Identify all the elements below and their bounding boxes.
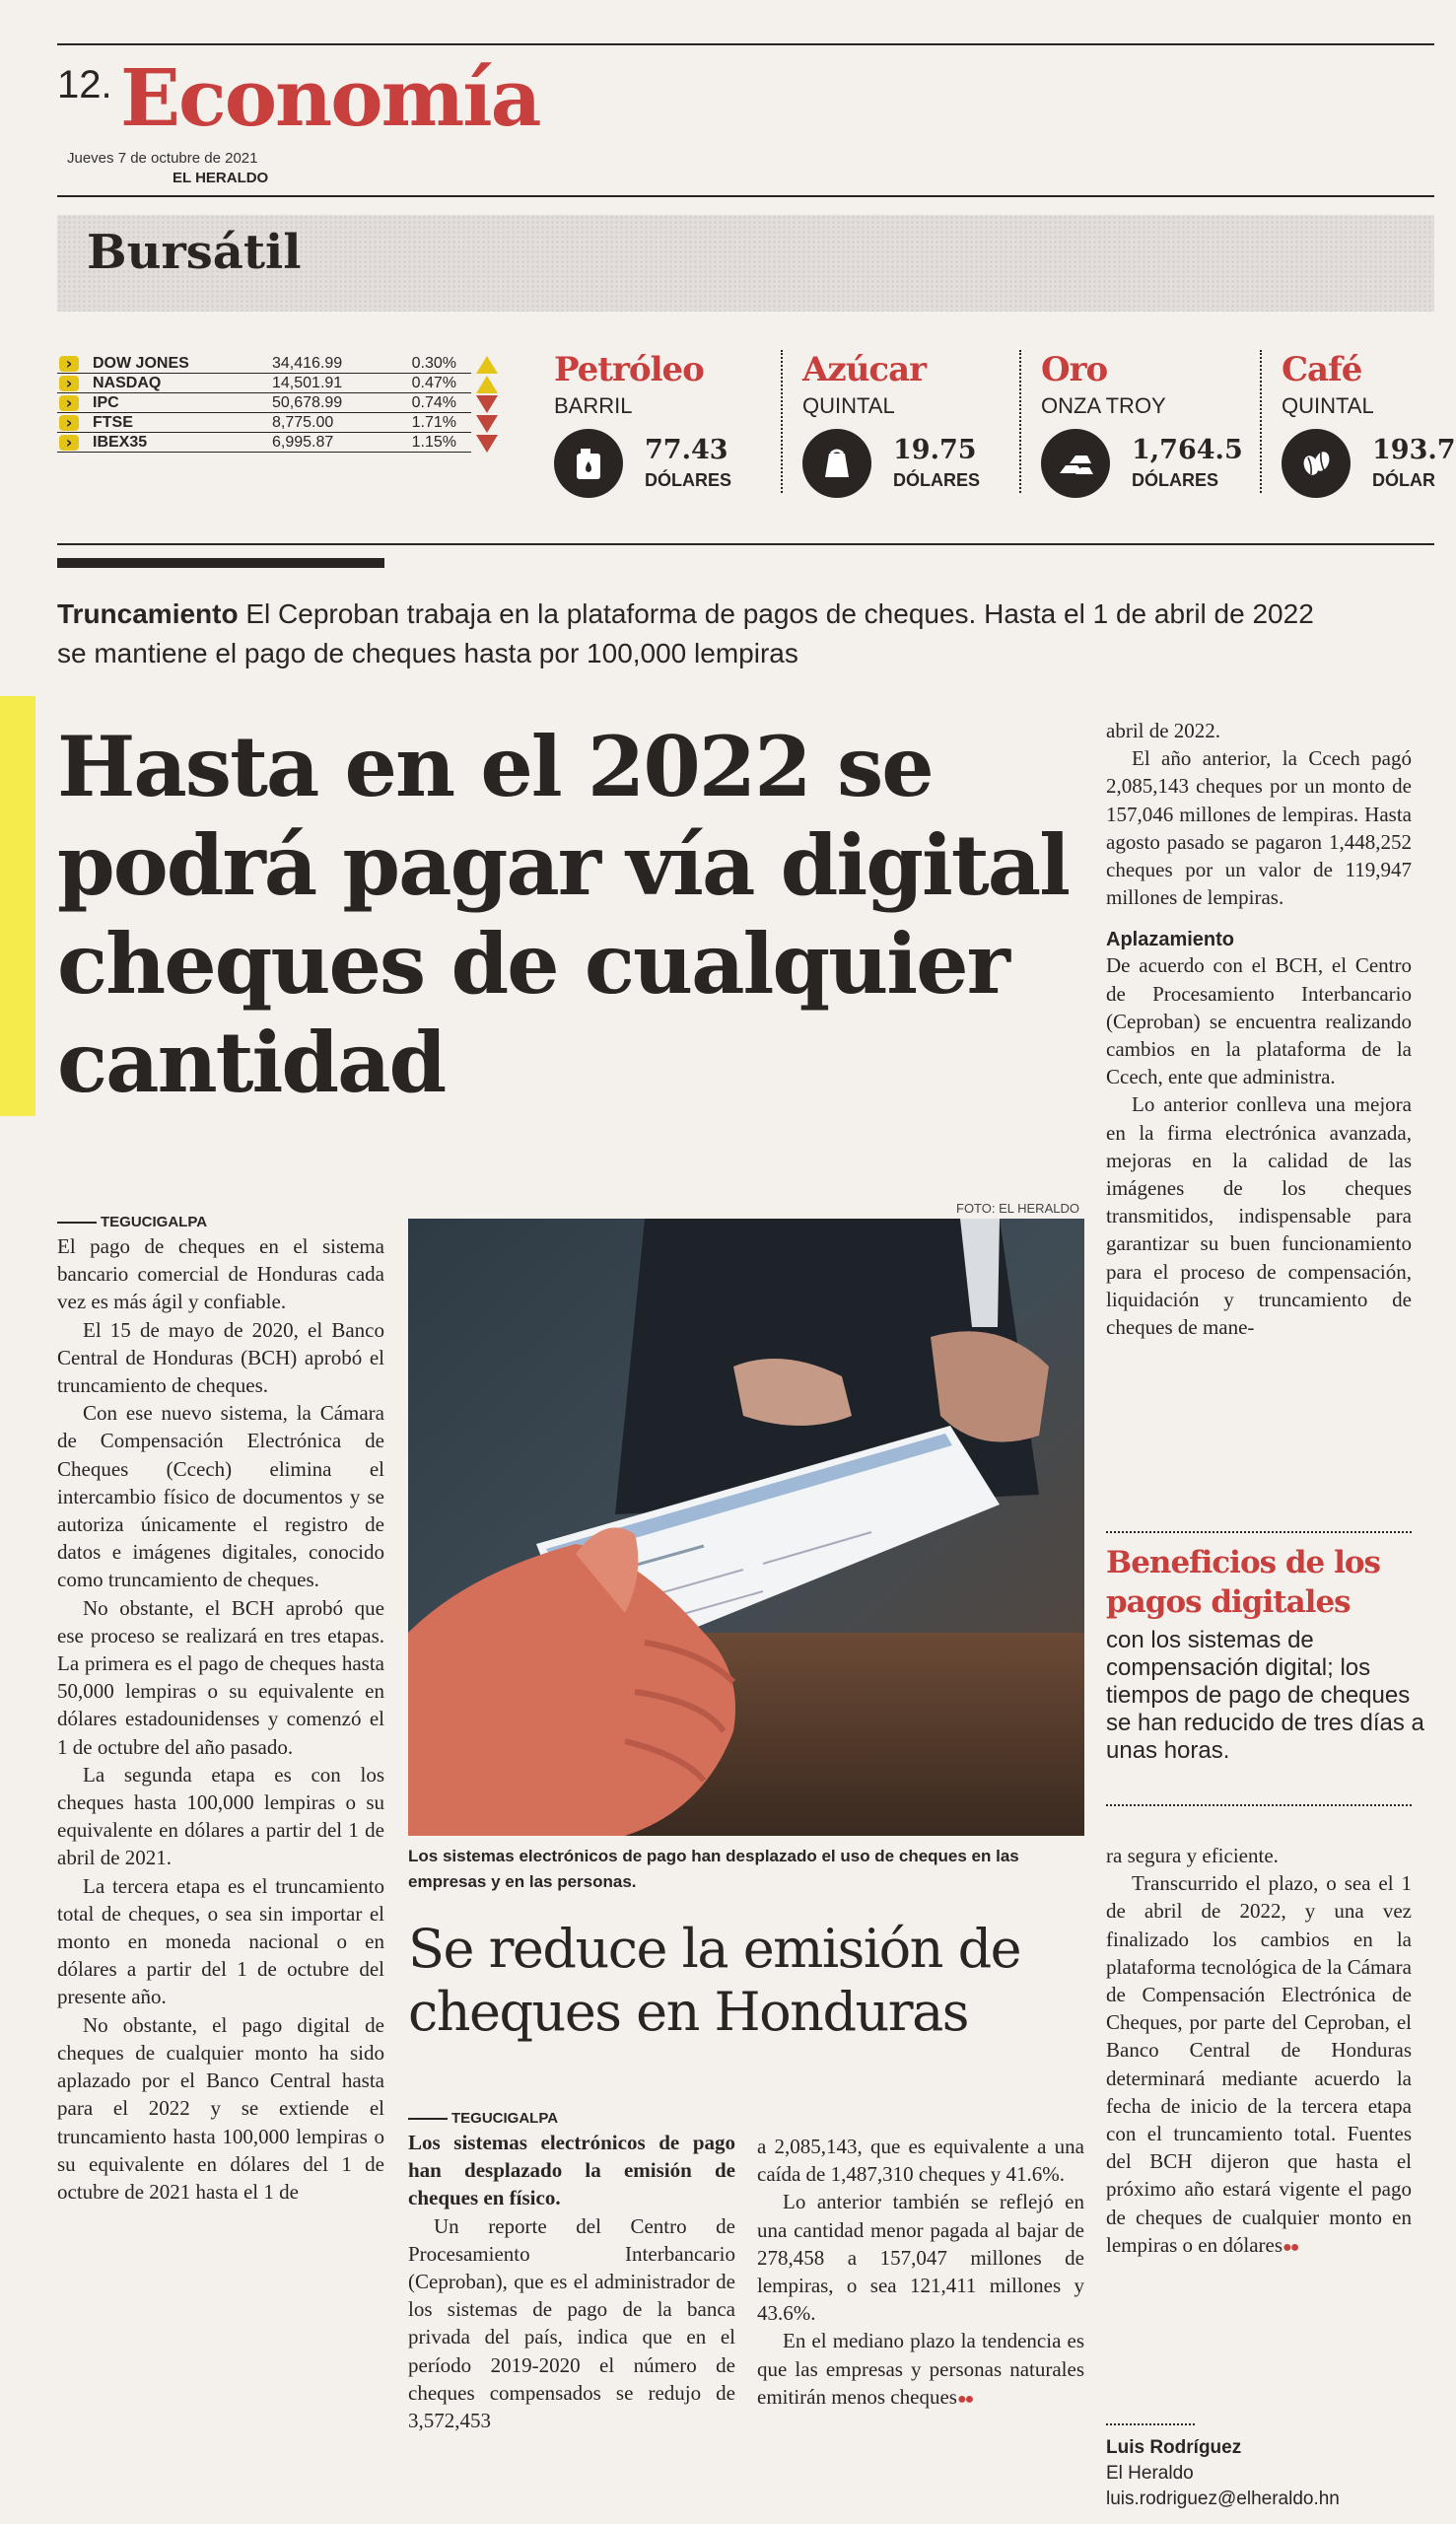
- trend-down-icon: [476, 415, 498, 433]
- paragraph: [757, 2327, 1084, 2414]
- dateline: TEGUCIGALPA: [57, 1214, 384, 1230]
- paragraph: abril de 2022.: [1106, 719, 1221, 742]
- trend-up-icon: [476, 376, 498, 393]
- paragraph: La segunda etapa es con los cheques hasta 100,000 lempiras o su equivalente en dólares a partir del 1 de abril de 2021.: [57, 1762, 384, 1870]
- index-row: [57, 414, 471, 433]
- sidebar-top-rule: [1106, 1531, 1412, 1533]
- oil-canister-icon: [554, 429, 623, 498]
- index-change: 1.15%: [411, 434, 456, 451]
- paragraph: Lo anterior conlleva una mejora en la firma electrónica avanzada, mejoras en la calidad de las imágenes de los cheques transmitidos, indispensable para garantizar su buen funcionamiento para el proceso de compensación, liquidación y truncamiento de cheques de mane-: [1106, 1092, 1412, 1340]
- end-mark-icon: ●●: [956, 2390, 973, 2408]
- index-row: [57, 394, 471, 413]
- index-change: 0.47%: [411, 375, 456, 391]
- author-outlet: El Heraldo: [1106, 2463, 1194, 2484]
- index-row: [57, 355, 471, 374]
- col2-paragraphs: [408, 2212, 735, 2435]
- paragraph: Con ese nuevo sistema, la Cámara de Compensación Electrónica de Cheques (Ccech) elimina el intercambio físico de documentos y se autoriza únicamente el registro de datos e imágenes digitales, conocido como truncamiento de cheques.: [57, 1401, 384, 1592]
- sidebar-title: Beneficios de los pagos digitales: [1106, 1545, 1380, 1620]
- index-value: 14,501.91: [272, 375, 343, 391]
- market-label: Bursátil: [87, 225, 302, 280]
- author-name: Luis Rodríguez: [1106, 2437, 1242, 2458]
- index-row: [57, 434, 471, 453]
- index-name: IPC: [93, 394, 119, 411]
- paragraph: No obstante, el BCH aprobó que ese proceso se realizará en tres etapas. La primera es el pago de cheques hasta 50,000 lempiras o su equivalente en dólares estadounidenses y comenzó el 1 de octubre del año pasado.: [57, 1595, 384, 1759]
- col4-top-paragraphs: [1106, 717, 1412, 911]
- paragraph: [1106, 1869, 1412, 2262]
- trend-down-icon: [476, 435, 498, 453]
- index-value: 50,678.99: [272, 394, 343, 411]
- second-story-column-2: [757, 2133, 1084, 2414]
- paragraph: Un reporte del Centro de Procesamiento Interbancario (Ceproban), que es el administrador de los sistemas de pago de la banca privada del país, indica que en el período 2019-2020 el número de cheques compensados se redujo de 3,572,453: [408, 2213, 735, 2433]
- deck-kicker: Truncamiento: [57, 598, 239, 629]
- subtitle-aplazamiento: Aplazamiento: [1106, 929, 1235, 951]
- dateline: TEGUCIGALPA: [408, 2110, 735, 2127]
- index-value: 34,416.99: [272, 355, 343, 372]
- paragraph: El 15 de mayo de 2020, el Banco Central de Honduras (BCH) aprobó el truncamiento de cheques.: [57, 1317, 384, 1398]
- commodity-currency: DÓLAR: [1372, 470, 1435, 490]
- commodity-azucar: [802, 350, 1039, 498]
- chevron-right-icon: ›: [59, 415, 79, 431]
- col4-mid-paragraphs: [1106, 951, 1412, 1341]
- chevron-right-icon: ›: [59, 376, 79, 391]
- author-email: luis.rodriguez@elheraldo.hn: [1106, 2489, 1340, 2509]
- divider: [1260, 350, 1262, 493]
- paragraph: La tercera etapa es el truncamiento total de cheques, o sea sin importar el monto en moneda nacional o en dólares a partir del 1 de octubre del presente año.: [57, 1873, 384, 2009]
- paragraph-text: Transcurrido el plazo, o sea el 1 de abril de 2022, y una vez finalizado los cambios en la plataforma tecnológica de la Cámara de Compensación Electrónica de Cheques, por parte del Ceproban, el Banco Central de Honduras determinará mediante acuerdo la fecha de inicio de la tercera etapa con el truncamiento total. Fuentes del BCH dijeron que hasta el próximo año estará vigente el pago de cheques de cualquier monto en lempiras o en dólares: [1106, 1871, 1412, 2257]
- article-column-1: [57, 1214, 384, 2206]
- commodity-unit: BARRIL: [554, 393, 633, 418]
- commodity-cafe: [1282, 350, 1456, 498]
- second-story-lead: Los sistemas electrónicos de pago han desplazado la emisión de cheques en físico.: [408, 2131, 735, 2210]
- commodity-unit: QUINTAL: [802, 393, 895, 418]
- trend-up-icon: [476, 356, 498, 374]
- market-bottom-rule: [57, 543, 1434, 545]
- article-column-4-continued: [1106, 1842, 1412, 2262]
- check-handover-photo: [408, 1219, 1084, 1836]
- photo-caption: Los sistemas electrónicos de pago han desplazado el uso de cheques en las empresas y en las personas.: [408, 1847, 1019, 1891]
- commodity-currency: DÓLARES: [645, 470, 732, 490]
- chevron-right-icon: ›: [59, 435, 79, 451]
- deck-text: El Ceproban trabaja en la plataforma de pagos de cheques. Hasta el 1 de abril de 2022 se mantiene el pago de cheques hasta por 100,000 lempiras: [57, 598, 1314, 668]
- sidebar-bottom-rule: [1106, 1804, 1412, 1806]
- header-rule: [57, 195, 1434, 197]
- paragraph: No obstante, el pago digital de cheques de cualquier monto ha sido aplazado por el Banco Central hasta para el 2022 y se extiende el truncamiento hasta 100,000 lempiras o su equivalente en dólares del 1 de octubre de 2021 hasta el 1 de: [57, 2012, 384, 2204]
- chevron-right-icon: ›: [59, 356, 79, 372]
- gold-bars-icon: [1041, 429, 1110, 498]
- second-story-column-1: [408, 2110, 735, 2434]
- index-name: IBEX35: [93, 434, 148, 451]
- highlighter-mark: [0, 696, 35, 1116]
- top-rule: [57, 43, 1434, 45]
- index-value: 6,995.87: [272, 434, 334, 451]
- page-number: 12.: [57, 63, 112, 106]
- article-deck: [57, 595, 1339, 673]
- divider: [781, 350, 783, 493]
- sugar-sack-icon: [802, 429, 871, 498]
- author-block: [1106, 2435, 1431, 2512]
- commodity-name: Petróleo: [554, 350, 704, 389]
- commodity-price: 77.43: [645, 435, 728, 465]
- article-column-4: [1106, 717, 1412, 1341]
- col3-paragraphs: [757, 2133, 1084, 2414]
- second-story-headline: Se reduce la emisión de cheques en Honduras: [408, 1918, 1021, 2043]
- commodity-unit: QUINTAL: [1282, 393, 1374, 418]
- deck-bar: [57, 558, 384, 568]
- paragraph: a 2,085,143, que es equivalente a una caída de 1,487,310 cheques y 41.6%.: [757, 2135, 1084, 2187]
- col1-paragraphs: [57, 1232, 384, 2206]
- paragraph: El año anterior, la Ccech pagó 2,085,143 cheques por un monto de 157,046 millones de lempiras. Hasta agosto pasado se pagaron 1,448,252 cheques por un valor de 119,947 millones de lempiras.: [1106, 746, 1412, 910]
- paragraph: ra segura y eficiente.: [1106, 1844, 1279, 1867]
- commodity-price: 19.75: [893, 435, 977, 465]
- commodity-currency: DÓLARES: [893, 470, 981, 490]
- end-mark-icon: ●●: [1283, 2238, 1298, 2256]
- commodity-currency: DÓLARES: [1132, 470, 1219, 490]
- index-change: 0.30%: [411, 355, 456, 372]
- paragraph-text: En el mediano plazo la tendencia es que las empresas y personas naturales emitirán menos cheques: [757, 2329, 1084, 2409]
- commodity-price: 193.7: [1372, 435, 1456, 465]
- chevron-right-icon: ›: [59, 395, 79, 411]
- index-value: 8,775.00: [272, 414, 334, 431]
- index-name: DOW JONES: [93, 355, 189, 372]
- col4-bottom-paragraphs: [1106, 1842, 1412, 2262]
- author-rule: [1106, 2423, 1195, 2425]
- sidebar-text: con los sistemas de compensación digital; los tiempos de pago de cheques se han reducido de tres días a unas horas.: [1106, 1627, 1424, 1764]
- commodity-petroleo: [554, 350, 791, 498]
- commodity-oro: [1041, 350, 1278, 498]
- commodity-price: 1,764.5: [1132, 435, 1243, 465]
- paragraph: El pago de cheques en el sistema bancario comercial de Honduras cada vez es más ágil y confiable.: [57, 1234, 384, 1314]
- index-change: 0.74%: [411, 394, 456, 411]
- trend-down-icon: [476, 395, 498, 413]
- commodity-unit: ONZA TROY: [1041, 393, 1166, 418]
- paragraph: De acuerdo con el BCH, el Centro de Procesamiento Interbancario (Ceproban) se encuentra realizando cambios en la plataforma de la Ccech, ente que administra.: [1106, 953, 1412, 1089]
- coffee-bean-icon: [1282, 429, 1351, 498]
- index-change: 1.71%: [411, 414, 456, 431]
- index-name: FTSE: [93, 414, 133, 431]
- newspaper-name: EL HERALDO: [173, 170, 269, 186]
- publication-date: Jueves 7 de octubre de 2021: [67, 150, 258, 167]
- commodity-name: Oro: [1041, 350, 1108, 389]
- commodity-name: Azúcar: [802, 350, 927, 389]
- article-headline: Hasta en el 2022 se podrá pagar vía digital cheques de cualquier cantidad: [57, 718, 1070, 1111]
- paragraph: Lo anterior también se reflejó en una cantidad menor pagada al bajar de 278,458 a 157,047 millones de lempiras, o sea 121,411 millones y 43.6%.: [757, 2190, 1084, 2326]
- commodity-name: Café: [1282, 350, 1362, 389]
- photo-credit: FOTO: EL HERALDO: [956, 1201, 1079, 1216]
- index-row: [57, 375, 471, 393]
- section-title: Economía: [120, 51, 540, 144]
- divider: [1019, 350, 1021, 493]
- index-name: NASDAQ: [93, 375, 162, 391]
